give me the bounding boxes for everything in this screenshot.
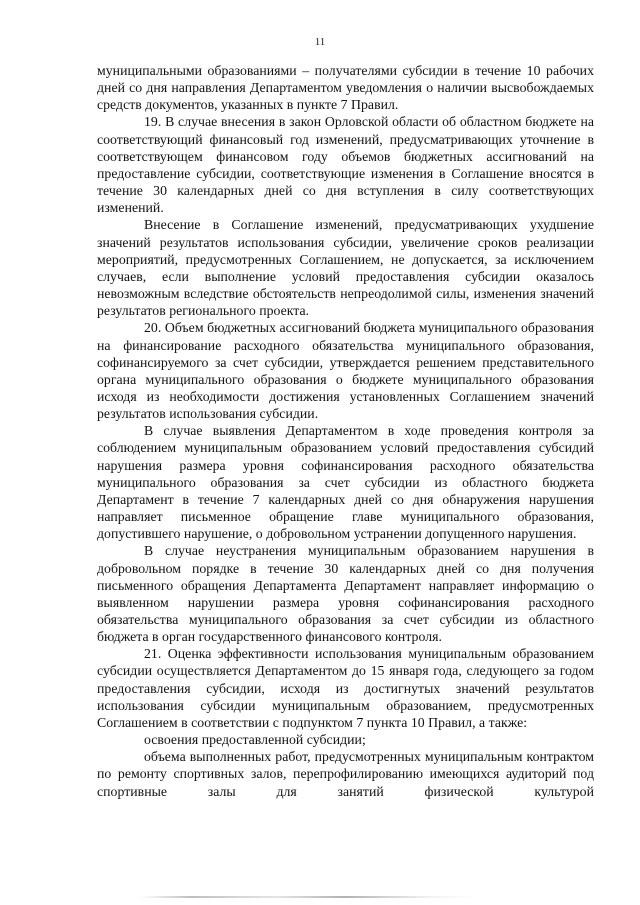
page-number: 11: [314, 36, 326, 48]
scan-artifact: [140, 896, 480, 898]
paragraph-20-nonremedy: В случае неустранения муниципальным образованием нарушения в добровольном порядке в течение 30 календарных дней со дня получения письменного обращения Департамента Департамент направляет информацию о выявленном нарушении размера уровня софинансирования расходного обязательства муниципального образования за счет субсидии из областного бюджета в орган государственного финансового контроля.: [97, 543, 594, 645]
paragraph-19-amendments: Внесение в Соглашение изменений, предусматривающих ухудшение значений результатов использования субсидии, увеличение сроков реализации мероприятий, предусмотренных Соглашением, не допускается, за исключением случаев, если выполнение условий предоставления субсидии оказалось невозможным вследствие обстоятельств непреодолимой силы, изменения значений результатов регионального проекта.: [97, 217, 594, 319]
paragraph-21-item-1: освоения предоставленной субсидии;: [144, 732, 366, 748]
paragraph-21: 21. Оценка эффективности использования муниципальным образованием субсидии осуществляется Департаментом до 15 января года, следующего за годом предоставления субсидии, исходя из достигнутых значений результатов использования субсидии муниципальным образованием, предусмотренных Соглашением в соответствии с подпунктом 7 пункта 10 Правил, а также:: [97, 646, 594, 730]
paragraph-21-item-2: объема выполненных работ, предусмотренных муниципальным контрактом по ремонту спортивных залов, перепрофилированию имеющихся аудиторий под спортивные залы для занятий физической культурой: [97, 749, 594, 799]
paragraph-20: 20. Объем бюджетных ассигнований бюджета муниципального образования на финансирование расходного обязательства муниципального образования, софинансируемого за счет субсидии, утверждается решением представительного органа муниципального образования о бюджете муниципального образования исходя из необходимости достижения установленных Соглашением значений результатов использования субсидии.: [97, 320, 594, 422]
paragraph-continuation: муниципальными образованиями – получателями субсидии в течение 10 рабочих дней со дня направления Департаментом уведомления о наличии высвобождаемых средств документов, указанных в пункте 7 Правил.: [97, 63, 594, 113]
paragraph-20-violation: В случае выявления Департаментом в ходе проведения контроля за соблюдением муниципальным образованием условий предоставления субсидий нарушения размера уровня софинансирования расходного обязательства муниципального образования за счет субсидии из областного бюджета Департамент в течение 7 календарных дней со дня обнаружения нарушения направляет письменное обращение главе муниципального образования, допустившего нарушение, о добровольном устранении допущенного нарушения.: [97, 423, 594, 542]
document-body: [97, 62, 594, 800]
paragraph-19: 19. В случае внесения в закон Орловской области об областном бюджете на соответствующий финансовый год изменений, предусматривающих уточнение в соответствующем финансовом году объемов бюджетных ассигнований на предоставление субсидии, соответствующие изменения в Соглашение вносятся в течение 30 календарных дней со дня вступления в силу соответствующих изменений.: [97, 114, 594, 216]
